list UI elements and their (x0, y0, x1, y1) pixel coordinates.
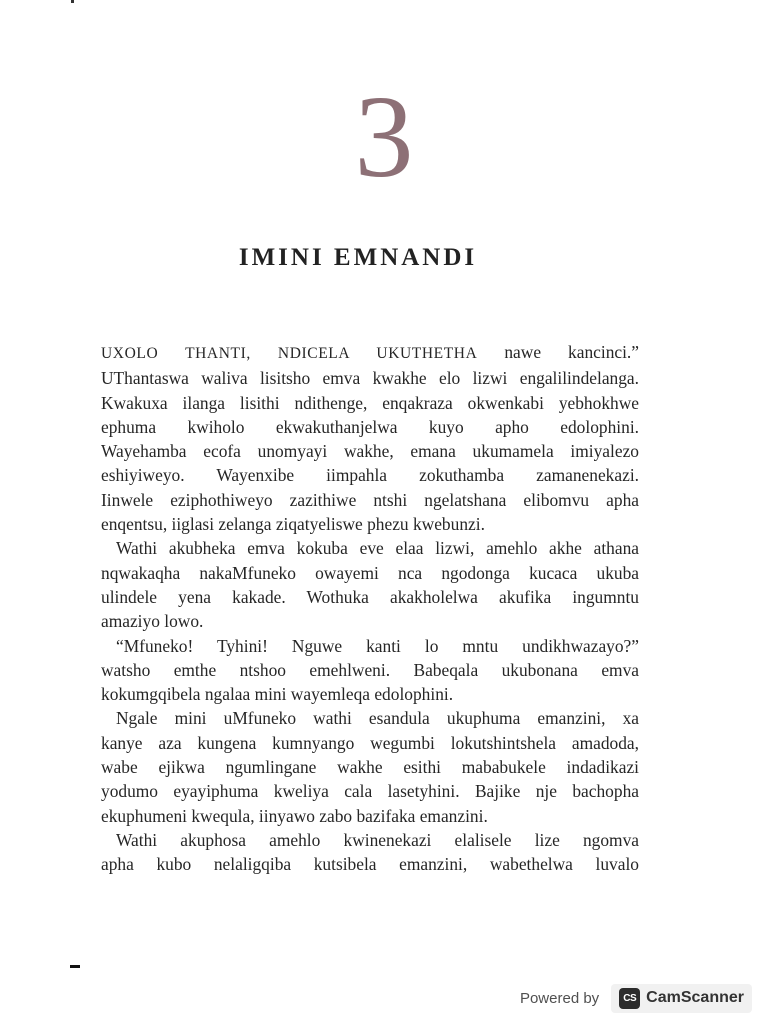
body-line: kanye aza kungena kumnyango wegumbi lokutshintshela amadoda, (101, 732, 639, 753)
margin-mark (70, 965, 80, 968)
body-line: Wathi akuphosa amehlo kwinenekazi elalisele lize ngomva (116, 829, 639, 850)
opening-smallcaps: UXOLO THANTI, NDICELA UKUTHETHA (101, 345, 478, 362)
body-line: eshiyiweyo. Wayenxibe iimpahla zokuthamba zamanenekazi. (101, 465, 639, 486)
chapter-title: IMINI EMNANDI (238, 244, 478, 271)
camscanner-watermark (520, 982, 752, 1014)
body-line: ephuma kwiholo ekwakuthanjelwa kuyo apho edolophini. (101, 416, 639, 437)
body-line (101, 340, 639, 366)
body-line: wabe ejikwa ngumlingane wakhe esithi mababukele indadikazi (101, 757, 639, 778)
body-line: Kwakuxa ilanga lisithi ndithenge, enqakraza okwenkabi yebhokhwe (101, 392, 639, 413)
camscanner-logo-icon: CS (619, 988, 640, 1009)
opening-rest: nawe kancinci.” (477, 342, 640, 362)
body-line: enqentsu, iiglasi zelanga ziqatyeliswe phezu kwebunzi. (101, 514, 485, 535)
camscanner-badge (611, 984, 752, 1013)
body-line: Ngale mini uMfuneko wathi esandula ukuphuma emanzini, xa (116, 708, 639, 729)
body-line: ulindele yena kakade. Wothuka akakholelwa akufika ingumntu (101, 586, 639, 607)
body-line: apha kubo nelaligqiba kutsibela emanzini, wabethelwa luvalo (101, 854, 639, 875)
scan-speck (71, 0, 74, 3)
body-line: kokumgqibela ngalaa mini wayemleqa edolophini. (101, 684, 454, 705)
body-line: Wathi akubheka emva kokuba eve elaa lizwi, amehlo akhe athana (116, 538, 639, 559)
body-line: UThantaswa waliva lisitsho emva kwakhe elo lizwi engalilindelanga. (101, 368, 639, 389)
body-line: nqwakaqha nakaMfuneko owayemi nca ngodonga kucaca ukuba (101, 562, 639, 583)
chapter-body (101, 340, 639, 877)
chapter-number: 3 (354, 71, 414, 202)
powered-by-label: Powered by (519, 989, 600, 1007)
body-line: ekuphumeni kwequla, iinyawo zabo bazifaka emanzini. (101, 805, 488, 826)
body-line: yodumo eyayiphuma kweliya cala lasetyhini. Bajike nje bachopha (101, 781, 639, 802)
body-line: Iinwele eziphothiweyo zazithiwe ntshi ngelatshana elibomvu apha (101, 489, 639, 510)
camscanner-brand: CamScanner (646, 989, 744, 1006)
body-line: Wayehamba ecofa unomyayi wakhe, emana ukumamela imiyalezo (101, 441, 639, 462)
body-line: amaziyo lowo. (101, 611, 204, 632)
body-line: “Mfuneko! Tyhini! Nguwe kanti lo mntu undikhwazayo?” (116, 635, 639, 656)
body-line: watsho emthe ntshoo emehlweni. Babeqala ukubonana emva (101, 659, 639, 680)
